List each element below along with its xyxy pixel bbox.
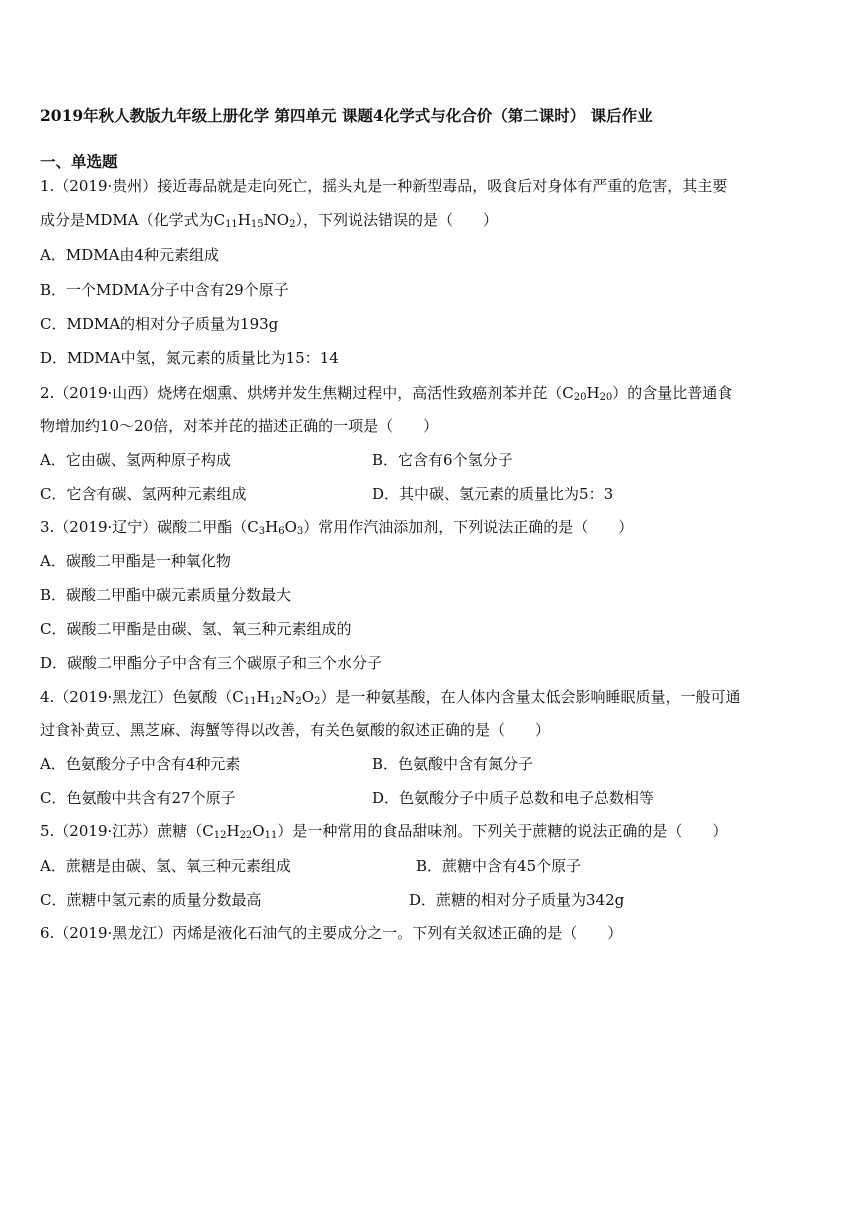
question-2-option-a: A．它由碳、氢两种原子构成 — [40, 451, 231, 469]
question-1-option-d: D．MDMA中氢，氮元素的质量比为15：14 — [40, 349, 339, 367]
question-4-option-b: B．色氨酸中含有氮分子 — [372, 755, 534, 773]
question-2-option-c: C．它含有碳、氢两种元素组成 — [40, 485, 247, 503]
question-3-option-a: A．碳酸二甲酯是一种氧化物 — [40, 552, 231, 570]
question-5-option-b: B．蔗糖中含有45个原子 — [416, 857, 582, 875]
question-2-stem-line2: 物增加约10～20倍，对苯并芘的描述正确的一项是（ ） — [40, 417, 439, 435]
question-4-option-a: A．色氨酸分子中含有4种元素 — [40, 755, 241, 773]
question-6-stem: 6.（2019·黑龙江）丙烯是液化石油气的主要成分之一。下列有关叙述正确的是（ ） — [40, 924, 623, 942]
question-4-stem-line2: 过食补黄豆、黑芝麻、海蟹等得以改善，有关色氨酸的叙述正确的是（ ） — [40, 721, 551, 739]
question-1-stem-line2: 成分是MDMA（化学式为$C_{11}H_{15}NO_2$），下列说法错误的是（ ） — [40, 211, 498, 230]
question-3-option-c: C．碳酸二甲酯是由碳、氢、氧三种元素组成的 — [40, 620, 352, 638]
question-5-option-c: C．蔗糖中氢元素的质量分数最高 — [40, 891, 262, 909]
document-title: 2019年秋人教版九年级上册化学 第四单元 课题4化学式与化合价（第二课时） 课后作业 — [40, 106, 653, 125]
question-4-option-d: D．色氨酸分子中质子总数和电子总数相等 — [372, 789, 655, 807]
question-3-option-d: D．碳酸二甲酯分子中含有三个碳原子和三个水分子 — [40, 654, 383, 672]
question-5-stem: 5.（2019·江苏）蔗糖$(C_{12}H_{22}O_{11})$是一种常用的食品甜味剂。下列关于蔗糖的说法正确的是（ ） — [40, 822, 728, 841]
question-1-option-a: A．MDMA由4种元素组成 — [40, 246, 219, 264]
question-1-stem-line1: 1.（2019·贵州）接近毒品就是走向死亡，摇头丸是一种新型毒品，吸食后对身体有严重的危害，其主要 — [40, 177, 728, 195]
question-1-option-b: B．一个MDMA分子中含有29个原子 — [40, 281, 289, 299]
question-3-stem: 3.（2019·辽宁）碳酸二甲酯$(C_3H_6O_3)$常用作汽油添加剂，下列说法正确的是（ ） — [40, 518, 634, 537]
question-5-option-d: D．蔗糖的相对分子质量为342g — [409, 891, 625, 909]
question-2-stem-line1: 2.（2019·山西）烧烤在烟熏、烘烤并发生焦糊过程中，高活性致癌剂苯并芘$(C_{20}H_{20})$的含量比普通食 — [40, 384, 733, 403]
section-heading: 一、单选题 — [40, 152, 118, 171]
question-4-stem-line1: 4.（2019·黑龙江）色氨酸$(C_{11}H_{12}N_2O_2)$是一种氨基酸，在人体内含量太低会影响睡眠质量，一般可通 — [40, 688, 741, 707]
question-5-option-a: A．蔗糖是由碳、氢、氧三种元素组成 — [40, 857, 291, 875]
question-4-option-c: C．色氨酸中共含有27个原子 — [40, 789, 236, 807]
question-2-option-d: D．其中碳、氢元素的质量比为5：3 — [372, 485, 614, 503]
question-1-option-c: C．MDMA的相对分子质量为193g — [40, 315, 279, 333]
question-2-option-b: B．它含有6个氢分子 — [372, 451, 513, 469]
question-3-option-b: B．碳酸二甲酯中碳元素质量分数最大 — [40, 586, 292, 604]
